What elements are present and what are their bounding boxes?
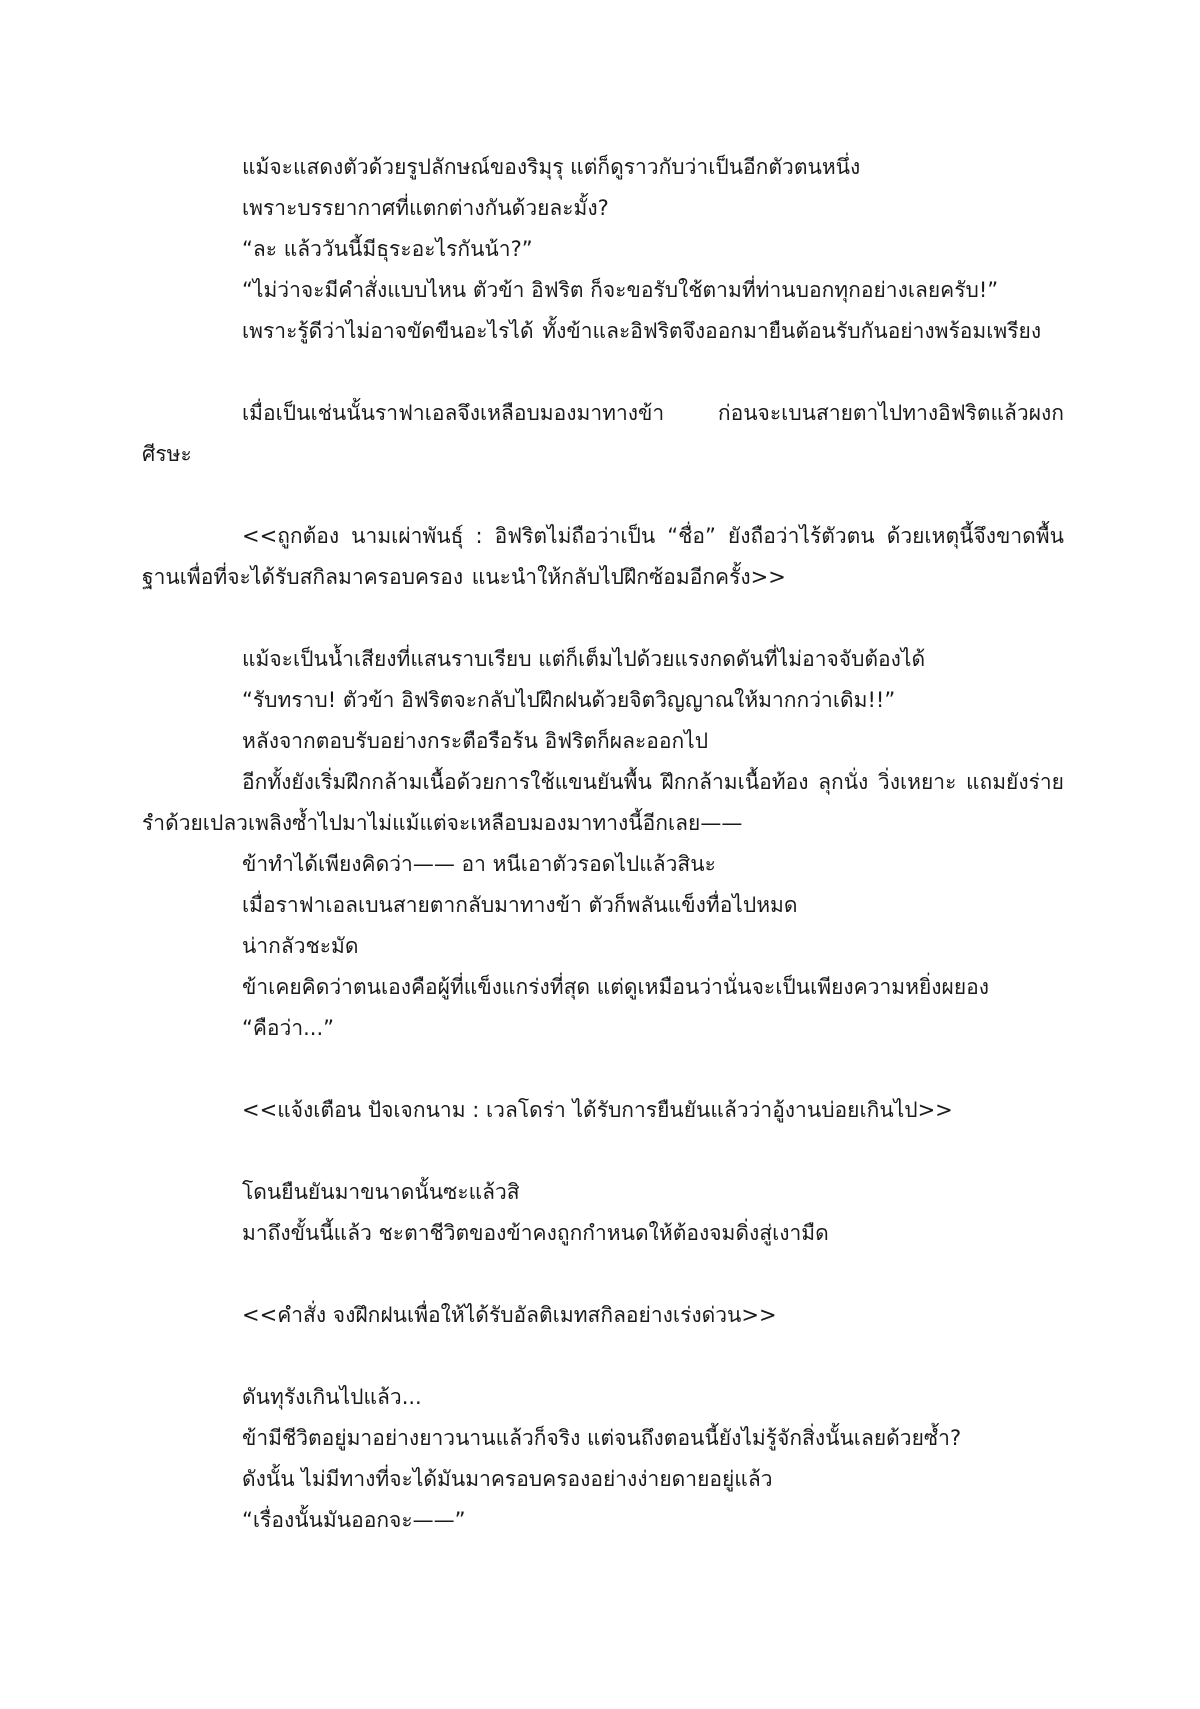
paragraph: เพราะรู้ดีว่าไม่อาจขัดขืนอะไรได้ ทั้งข้าและอิฟริตจึงออกมายืนต้อนรับกันอย่างพร้อมเพรียง (242, 319, 1042, 343)
paragraph: ข้าเคยคิดว่าตนเองคือผู้ที่แข็งแกร่งที่สุด แต่ดูเหมือนว่านั่นจะเป็นเพียงความหยิ่งผยอง (242, 975, 990, 999)
paragraph: แม้จะเป็นน้ำเสียงที่แสนราบเรียบ แต่ก็เต็มไปด้วยแรงกดดันที่ไม่อาจจับต้องได้ (242, 647, 926, 671)
blank-line (142, 1131, 1064, 1172)
blank-line (142, 1049, 1064, 1090)
blank-line (142, 1254, 1064, 1295)
paragraph: หลังจากตอบรับอย่างกระตือรือร้น อิฟริตก็ผละออกไป (242, 729, 709, 753)
document-body (142, 147, 1064, 1541)
paragraph: เมื่อราฟาเอลเบนสายตากลับมาทางข้า ตัวก็พลันแข็งทื่อไปหมด (242, 893, 798, 917)
blank-line (142, 1336, 1064, 1377)
paragraph: โดนยืนยันมาขนาดนั้นซะแล้วสิ (242, 1180, 520, 1204)
paragraph: ดังนั้น ไม่มีทางที่จะได้มันมาครอบครองอย่างง่ายดายอยู่แล้ว (242, 1467, 773, 1491)
blank-line (142, 475, 1064, 516)
system-message: <<ถูกต้อง นามเผ่าพันธุ์ : อิฟริตไม่ถือว่าเป็น “ชื่อ” ยังถือว่าไร้ตัวตน ด้วยเหตุนี้จึงขาดพื้นฐานเพื่อที่จะได้รับสกิลมาครอบครอง แนะนำให้กลับไปฝึกซ้อมอีกครั้ง>> (142, 524, 1064, 589)
dialogue-line: “ละ แล้ววันนี้มีธุระอะไรกันน้า?” (242, 237, 533, 261)
paragraph: มาถึงขั้นนี้แล้ว ชะตาชีวิตของข้าคงถูกกำหนดให้ต้องจมดิ่งสู่เงามืด (242, 1221, 829, 1245)
system-message: <<คำสั่ง จงฝึกฝนเพื่อให้ได้รับอัลติเมทสกิลอย่างเร่งด่วน>> (242, 1303, 777, 1327)
paragraph: อีกทั้งยังเริ่มฝึกกล้ามเนื้อด้วยการใช้แขนยันพื้น ฝึกกล้ามเนื้อท้อง ลุกนั่ง วิ่งเหยาะ แถมยังร่ายรำด้วยเปลวเพลิงซ้ำไปมาไม่แม้แต่จะเหลือบมองมาทางนี้อีกเลย—— (142, 770, 1064, 835)
paragraph: น่ากลัวชะมัด (242, 934, 359, 958)
dialogue-line: “คือว่า...” (242, 1016, 335, 1040)
paragraph: แม้จะแสดงตัวด้วยรูปลักษณ์ของริมุรุ แต่ก็ดูราวกับว่าเป็นอีกตัวตนหนึ่ง (242, 155, 861, 179)
dialogue-line: “เรื่องนั้นมันออกจะ——” (242, 1508, 466, 1532)
paragraph: เมื่อเป็นเช่นนั้นราฟาเอลจึงเหลือบมองมาทางข้า ก่อนจะเบนสายตาไปทางอิฟริตแล้วผงกศีรษะ (142, 401, 1064, 466)
paragraph: ดันทุรังเกินไปแล้ว... (242, 1385, 422, 1409)
paragraph: เพราะบรรยากาศที่แตกต่างกันด้วยละมั้ง? (242, 196, 609, 220)
dialogue-line: “รับทราบ! ตัวข้า อิฟริตจะกลับไปฝึกฝนด้วยจิตวิญญาณให้มากกว่าเดิม!!” (242, 688, 896, 712)
system-message: <<แจ้งเตือน ปัจเจกนาม : เวลโดร่า ได้รับการยืนยันแล้วว่าอู้งานบ่อยเกินไป>> (242, 1098, 953, 1122)
blank-line (142, 598, 1064, 639)
paragraph: ข้าทำได้เพียงคิดว่า—— อา หนีเอาตัวรอดไปแล้วสินะ (242, 852, 716, 876)
dialogue-line: “ไม่ว่าจะมีคำสั่งแบบไหน ตัวข้า อิฟริต ก็จะขอรับใช้ตามที่ท่านบอกทุกอย่างเลยครับ!” (242, 278, 999, 302)
paragraph: ข้ามีชีวิตอยู่มาอย่างยาวนานแล้วก็จริง แต่จนถึงตอนนี้ยังไม่รู้จักสิ่งนั้นเลยด้วยซ้ำ? (242, 1426, 962, 1450)
